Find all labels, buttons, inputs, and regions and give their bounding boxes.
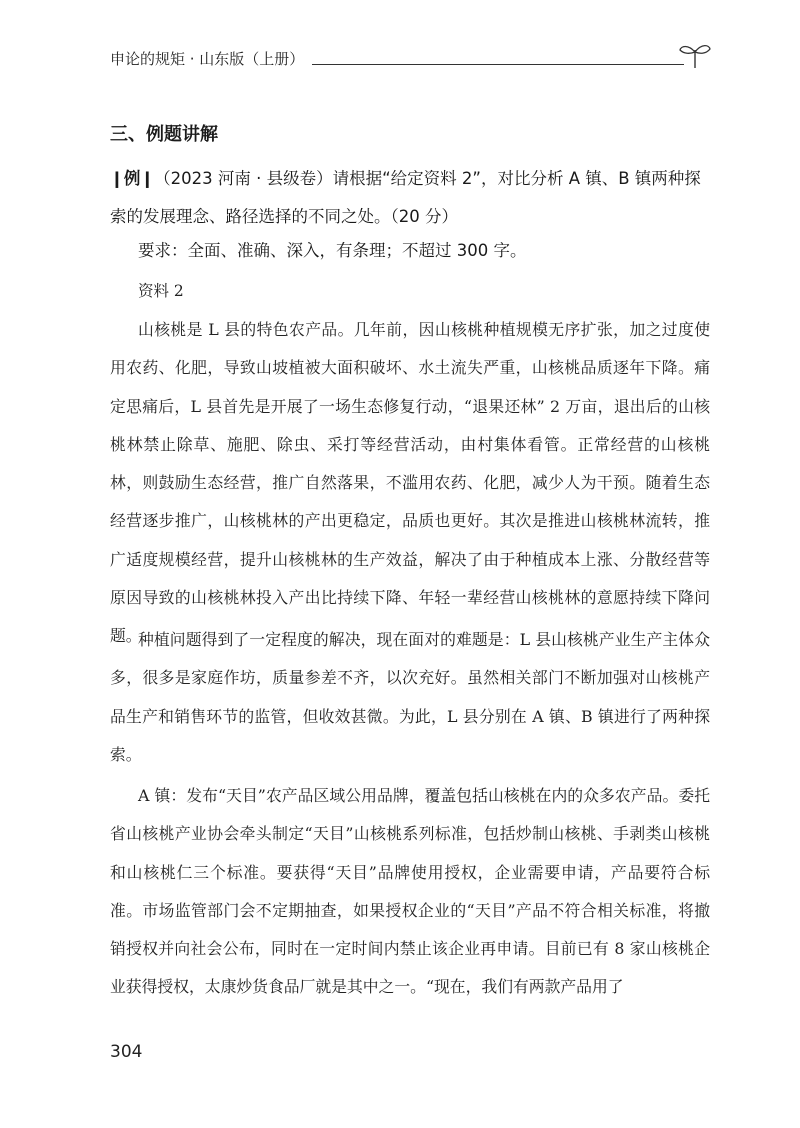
- running-header-title: 申论的规矩 · 山东版（上册）: [110, 50, 305, 68]
- material-paragraph: 种植问题得到了一定程度的解决，现在面对的难题是：L 县山核桃产业生产主体众多，很多是家庭作坊，质量参差不齐，以次充好。虽然相关部门不断加强对山核桃产品生产和销售环节的监管，但收效甚微。为此，L 县分别在 A 镇、B 镇进行了两种探索。: [110, 630, 710, 764]
- material-title: 资料 2: [138, 282, 184, 300]
- answer-requirement: 要求：全面、准确、深入，有条理；不超过 300 字。: [138, 241, 527, 260]
- page-number: 304: [110, 1042, 143, 1062]
- example-question: [110, 160, 710, 236]
- material-paragraph: 山核桃是 L 县的特色农产品。几年前，因山核桃种植规模无序扩张，加之过度使用农药、化肥，导致山坡植被大面积破坏、水土流失严重，山核桃品质逐年下降。痛定思痛后，L 县首先是开展了一场生态修复行动，“退果还林” 2 万亩，退出后的山核桃林禁止除草、施肥、除虫、采打等经营活动，由村集体看管。正常经营的山核桃林，则鼓励生态经营，推广自然落果，不滥用农药、化肥，减少人为干预。随着生态经营逐步推广，山核桃林的产出更稳定，品质也更好。其次是推进山核桃林流转，推广适度规模经营，提升山核桃林的生产效益，解决了由于种植成本上涨、分散经营等原因导致的山核桃林投入产出比持续下降、年轻一辈经营山核桃林的意愿持续下降问题。: [110, 320, 710, 646]
- section-heading: 三、例题讲解: [110, 124, 218, 145]
- header-rule: [312, 64, 684, 65]
- material-paragraph: A 镇：发布“天目”农产品区域公用品牌，覆盖包括山核桃在内的众多农产品。委托省山核桃产业协会牵头制定“天目”山核桃系列标准，包括炒制山核桃、手剥类山核桃和山核桃仁三个标准。要获得“天目”品牌使用授权，企业需要申请，产品要符合标准。市场监管部门会不定期抽查，如果授权企业的“天目”产品不符合相关标准，将撤销授权并向社会公布，同时在一定时间内禁止该企业再申请。目前已有 8 家山核桃企业获得授权，太康炒货食品厂就是其中之一。“现在，我们有两款产品用了: [110, 786, 710, 997]
- example-tag: ❙例❙: [110, 169, 155, 188]
- sprout-icon: [678, 40, 712, 70]
- example-question-text: （2023 河南 · 县级卷）请根据“给定资料 2”，对比分析 A 镇、B 镇两种探索的发展理念、路径选择的不同之处。（20 分）: [110, 169, 701, 226]
